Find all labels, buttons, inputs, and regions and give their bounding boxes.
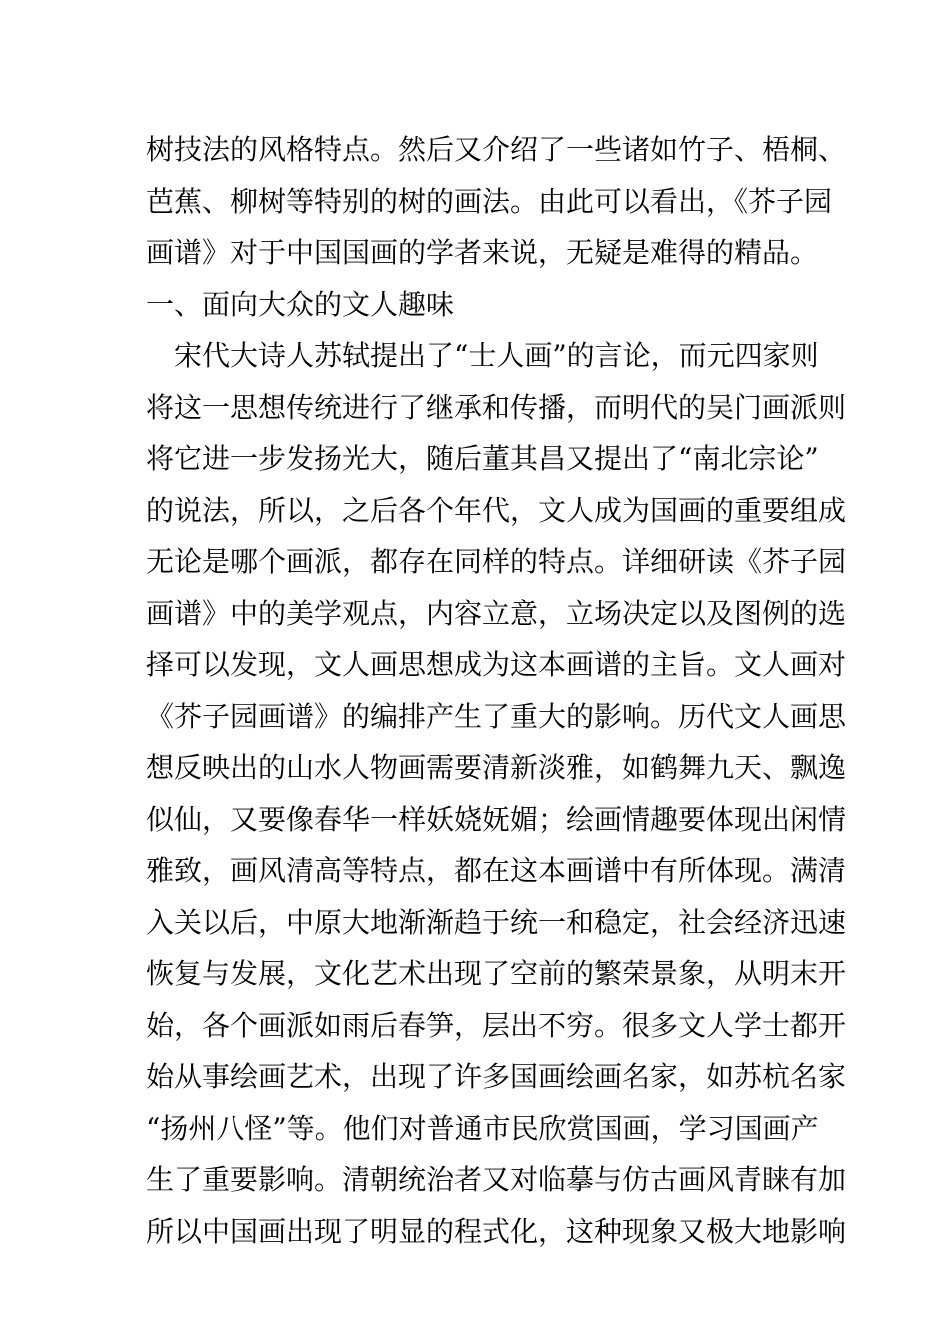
text-line: “扬州八怪”等。他们对普通市民欣赏国画，学习国画产 (146, 1111, 819, 1145)
text-line: 将这一思想传统进行了继承和传播，而明代的吴门画派则 (146, 390, 847, 424)
paragraph-first-line: 宋代大诗人苏轼提出了“士人画”的言论，而元四家则 (174, 339, 819, 372)
text-line: 将它进一步发扬光大，随后董其昌又提出了“南北宗论” (146, 442, 819, 475)
text-line: 择可以发现，文人画思想成为这本画谱的主旨。文人画对 (146, 648, 847, 681)
text-line: 芭蕉、柳树等特别的树的画法。由此可以看出，《芥子园 (146, 184, 833, 218)
body-text (146, 124, 847, 1257)
text-line: 似仙，又要像春华一样妖娆妩媚；绘画情趣要体现出闲情 (146, 802, 847, 836)
text-line: 雅致，画风清高等特点，都在这本画谱中有所体现。满清 (146, 854, 847, 887)
text-line: 始，各个画派如雨后春笋，层出不穷。很多文人学士都开 (146, 1008, 847, 1042)
text-line: 画谱》对于中国国画的学者来说，无疑是难得的精品。 (146, 236, 819, 269)
text-line: 无论是哪个画派，都存在同样的特点。详细研读《芥子园 (146, 545, 847, 578)
text-line: 树技法的风格特点。然后又介绍了一些诸如竹子、梧桐、 (146, 133, 847, 166)
text-line: 恢复与发展，文化艺术出现了空前的繁荣景象，从明末开 (146, 957, 847, 990)
text-line: 所以中国画出现了明显的程式化，这种现象又极大地影响 (146, 1214, 847, 1248)
text-line: 想反映出的山水人物画需要清新淡雅，如鹤舞九天、飘逸 (146, 751, 847, 784)
text-line: 入关以后，中原大地渐渐趋于统一和稳定，社会经济迅速 (146, 905, 847, 939)
text-line: 《芥子园画谱》的编排产生了重大的影响。历代文人画思 (146, 699, 847, 733)
section-heading: 一、面向大众的文人趣味 (146, 287, 455, 321)
text-line: 的说法，所以，之后各个年代，文人成为国画的重要组成 (146, 493, 847, 527)
text-line: 始从事绘画艺术，出现了许多国画绘画名家，如苏杭名家 (146, 1060, 847, 1093)
text-line: 生了重要影响。清朝统治者又对临摹与仿古画风青睐有加 (146, 1163, 847, 1196)
text-line: 画谱》中的美学观点，内容立意，立场决定以及图例的选 (146, 596, 847, 630)
